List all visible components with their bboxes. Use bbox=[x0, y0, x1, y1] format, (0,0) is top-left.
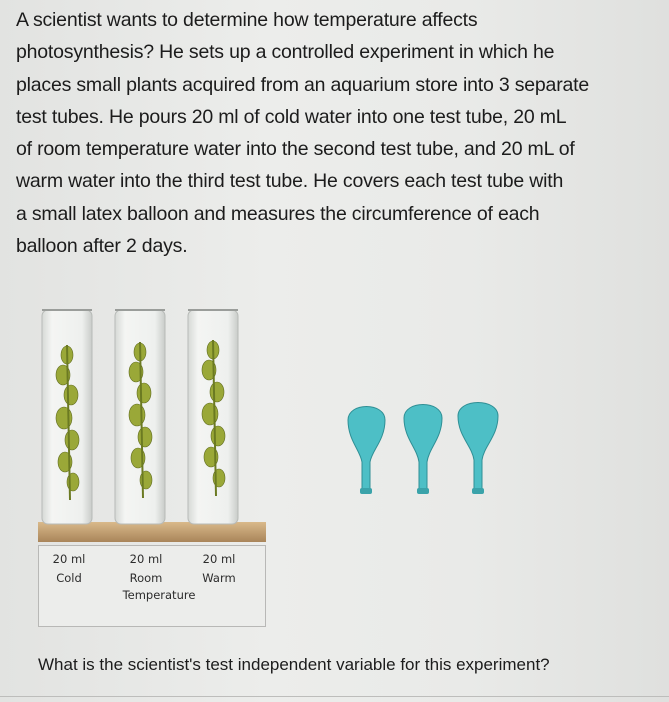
test-tube-room bbox=[115, 310, 165, 524]
tube-labels-box bbox=[38, 545, 266, 627]
passage-line: of room temperature water into the second test tube, and 20 mL of bbox=[16, 138, 575, 161]
tube-rack bbox=[38, 522, 266, 542]
balloon bbox=[404, 405, 442, 495]
balloons-illustration bbox=[340, 400, 510, 510]
passage-text bbox=[16, 4, 656, 262]
test-tube-cold bbox=[42, 310, 92, 524]
divider bbox=[0, 696, 669, 697]
experiment-figure bbox=[30, 300, 630, 630]
tube-volume: 20 ml bbox=[52, 552, 86, 566]
passage-line: test tubes. He pours 20 ml of cold water into one test tube, 20 mL bbox=[16, 105, 567, 128]
passage-line: places small plants acquired from an aquarium store into 3 separate bbox=[16, 73, 589, 96]
test-tube-warm bbox=[188, 310, 238, 524]
passage-line: photosynthesis? He sets up a controlled experiment in which he bbox=[16, 41, 555, 64]
passage-line: warm water into the third test tube. He covers each test tube with bbox=[16, 170, 564, 193]
balloon bbox=[348, 407, 385, 495]
passage-line: balloon after 2 days. bbox=[16, 235, 188, 258]
passage-line: A scientist wants to determine how temperature affects bbox=[16, 9, 478, 31]
passage-line: a small latex balloon and measures the circumference of each bbox=[16, 202, 540, 225]
tube-volume: 20 ml bbox=[129, 552, 163, 566]
test-tubes-illustration bbox=[30, 300, 270, 545]
tube-condition: Cold bbox=[56, 571, 82, 585]
tube-condition: Warm bbox=[202, 571, 236, 585]
tube-condition: Room bbox=[129, 571, 163, 585]
tube-label-cold bbox=[39, 550, 99, 588]
tube-label-warm bbox=[189, 550, 249, 588]
question-text: What is the scientist's test independent variable for this experiment? bbox=[38, 655, 550, 674]
tube-label-room bbox=[116, 550, 176, 588]
temperature-caption: Temperature bbox=[122, 588, 196, 602]
balloon bbox=[458, 403, 498, 495]
tube-volume: 20 ml bbox=[202, 552, 236, 566]
